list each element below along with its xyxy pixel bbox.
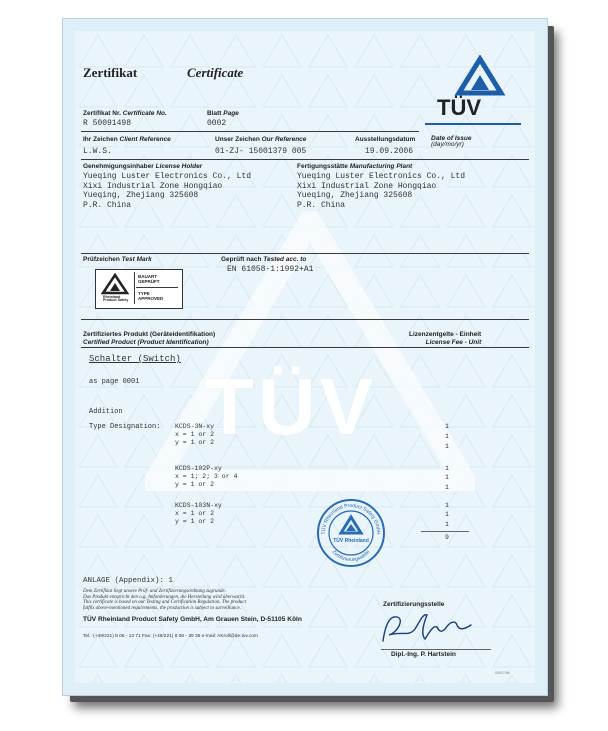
client-ref-value: L.W.S. — [83, 147, 112, 156]
holder-label: Genehmigungsinhaber License Holder — [83, 163, 203, 170]
mark-type: TYPE APPROVED — [138, 291, 164, 301]
fee-value: 1 — [445, 423, 449, 430]
tuv-logo-text: TÜV — [437, 95, 481, 120]
signature-line — [381, 649, 491, 650]
type-group-line: y = 1 or 2 — [175, 439, 215, 446]
holder-line: Xixi Industrial Zone Hongqiao — [83, 181, 223, 191]
mark-divider — [134, 272, 135, 304]
fee-value: 1 — [445, 521, 449, 528]
form-code: 00917/06 — [495, 671, 510, 675]
fee-value: 1 — [445, 511, 449, 518]
watermark-tuv-text: TÜV — [205, 362, 377, 451]
cert-no-label: Zertifikat Nr. Certificate No. — [83, 110, 167, 117]
signer-name: Dipl.-Ing. P. Hartstein — [391, 651, 456, 658]
page-label: Blatt Page — [207, 110, 239, 117]
type-group-2 — [175, 465, 237, 489]
company-contact: Tel.: (+49/221) 8 06 - 13 71 Fax: (+49/221) 8 06 - 39 35 e-mail: AKroll@de.tuv.com — [83, 634, 258, 639]
type-group-line: x = 1 or 2 — [175, 510, 215, 517]
license-fee-label: Lizenzentgelte - Einheit License Fee - Unit — [409, 331, 482, 346]
type-group-name: KCDS-102P-xy — [175, 465, 222, 472]
footer-note: This certificate is based on our Testing and Certification Regulation. The product — [83, 600, 246, 606]
cert-no-value: R 50091498 — [83, 119, 132, 128]
type-group-line: y = 1 or 2 — [175, 518, 215, 525]
holder-line: P.R. China — [83, 200, 132, 210]
fee-value: 1 — [445, 474, 449, 481]
divider-4 — [81, 319, 529, 320]
footer-note: Das Produkt entspricht den o.g. Anforderungen, die Herstellung wird überwacht. — [83, 594, 246, 600]
divider-3 — [81, 253, 529, 254]
tested-standard: EN 61058-1:1992+A1 — [227, 265, 314, 274]
divider-1 — [81, 131, 419, 132]
test-mark-badge — [95, 269, 183, 309]
footer-note: Dem Zertifikat liegt unsere Prüf- und Zertifizierungsordnung zugrunde. — [83, 589, 226, 594]
divider-5 — [81, 347, 529, 348]
issue-date-value: 19.09.2006 — [365, 147, 414, 156]
fee-value: 1 — [445, 465, 449, 472]
our-ref-label: Unser Zeichen Our Reference — [215, 136, 307, 143]
mark-brand: TÜV Rheinland Product Safety — [103, 291, 129, 303]
title-english: Certificate — [187, 65, 244, 80]
type-group-name: KCDS-3N-xy — [175, 423, 215, 430]
issue-date-label: Ausstellungsdatum — [355, 136, 416, 143]
type-group-line: y = 1 or 2 — [175, 481, 215, 488]
svg-text:Zertifizierungsstelle — [331, 549, 372, 563]
plant-line: Yueqing, Zhejiang 325608 — [297, 191, 413, 200]
page-value: 0002 — [207, 119, 227, 128]
fee-value: 1 — [445, 484, 449, 491]
plant-line: P.R. China — [297, 200, 346, 210]
type-group-line: x = 1 or 2 — [175, 431, 215, 438]
issue-date-label-en: Date of Issue (day/mo/yr) — [431, 135, 472, 148]
certificate-sheet — [62, 18, 548, 696]
signature-icon — [375, 607, 485, 647]
certificate-body — [75, 31, 535, 683]
company-address: TÜV Rheinland Product Safety GmbH, Am Grauen Stein, D-51105 Köln — [83, 616, 302, 623]
plant-address — [297, 172, 465, 210]
certified-product-label: Zertifiziertes Produkt (Geräteidentifikation) Certified Product (Product Identification) — [83, 331, 216, 346]
divider-2 — [81, 159, 529, 160]
tuv-rheinland-seal-icon — [315, 497, 387, 569]
type-group-3 — [175, 502, 222, 526]
holder-line: Yueqing, Zhejiang 325608 — [83, 191, 199, 200]
plant-label: Fertigungsstätte Manufacturing Plant — [297, 163, 413, 170]
client-ref-label: Ihr Zeichen Client Reference — [83, 136, 171, 143]
addition-text: Addition — [89, 408, 123, 416]
fee-value: 1 — [445, 433, 449, 440]
mark-inner-divider — [136, 287, 178, 288]
type-designation-label: Type Designation: — [89, 423, 161, 431]
mark-bauart: BAUART GEPRÜFT — [138, 274, 160, 284]
seal-center-text: TÜV Rheinland — [333, 538, 369, 544]
fee-value: 1 — [445, 502, 449, 509]
holder-line: Yueqing Luster Electronics Co., Ltd — [83, 172, 252, 181]
type-group-1 — [175, 423, 214, 447]
seal-bottom-text: Zertifizierungsstelle — [330, 549, 372, 564]
footer-note: fulfils above-mentioned requirements, the production is subject to surveillance. — [83, 605, 242, 611]
as-page-text: as page 0001 — [89, 378, 140, 386]
logo-underline — [425, 123, 521, 125]
plant-line: Yueqing Luster Electronics Co., Ltd — [297, 172, 466, 181]
title-german: Zertifikat — [83, 65, 138, 80]
type-group-line: x = 1; 2; 3 or 4 — [175, 473, 238, 480]
footer-notes — [83, 589, 246, 611]
appendix-text: ANLAGE (Appendix): 1 — [83, 577, 174, 585]
cert-body-label: Zertifizierungsstelle — [383, 601, 445, 608]
fee-value: 1 — [445, 443, 449, 450]
product-name: Schalter (Switch) — [89, 354, 181, 364]
plant-line: Xixi Industrial Zone Hongqiao — [297, 181, 437, 191]
test-mark-label: Prüfzeichen Test Mark — [83, 256, 152, 263]
our-ref-value: 01-ZJ- 15001379 005 — [215, 147, 307, 156]
fee-total: 9 — [445, 534, 449, 541]
type-group-name: KCDS-103N-xy — [175, 502, 222, 509]
fee-sum-line — [421, 531, 469, 532]
tested-label: Geprüft nach Tested acc. to — [221, 256, 307, 263]
holder-address — [83, 172, 251, 210]
seal-outer-text: TÜV Rheinland Product Safety GmbH — [320, 502, 382, 535]
